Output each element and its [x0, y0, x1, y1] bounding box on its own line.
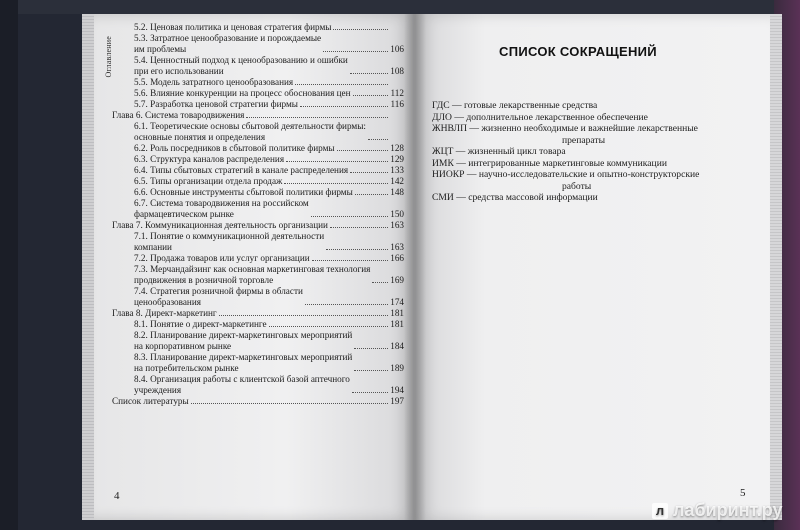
toc-entry	[112, 88, 404, 99]
toc-entry	[112, 253, 404, 264]
toc-entry-title: 6.5. Типы организации отдела продаж	[134, 176, 283, 186]
toc-entry-page: 166	[390, 253, 404, 263]
abbreviation-text: ЖЦТ — жизненный цикл товара	[432, 146, 566, 157]
abbreviation-entry	[432, 169, 752, 192]
toc-leader-dots	[246, 117, 388, 118]
toc-entry-page: 129	[390, 154, 404, 164]
toc-entry	[112, 198, 404, 220]
abbreviation-text: ИМК — интегрированные маркетинговые коммуникации	[432, 157, 667, 169]
toc-leader-dots	[305, 304, 388, 305]
toc-entry	[112, 176, 404, 187]
toc-entry-title: 6.4. Типы сбытовых стратегий в канале распределения	[134, 165, 349, 175]
toc-entry-page: 163	[390, 242, 404, 252]
toc-entry-title: Глава 8. Директ-маркетинг	[112, 308, 217, 318]
toc-leader-dots	[337, 150, 388, 151]
toc-leader-dots	[350, 73, 388, 74]
abbreviation-continuation: препараты	[562, 134, 606, 146]
toc-chapter	[112, 220, 404, 231]
toc-leader-dots	[286, 161, 388, 162]
right-page-stack	[770, 14, 782, 520]
toc-entry-title: Список литературы	[112, 396, 189, 406]
abbreviation-entry	[432, 146, 752, 158]
toc-leader-dots	[295, 84, 388, 85]
toc-entry-title: 7.4. Стратегия розничной фирмы в области ценообразования	[134, 286, 303, 307]
toc-entry-page: 133	[390, 165, 404, 175]
toc-entry	[112, 286, 404, 308]
toc-entry-page: 184	[390, 341, 404, 351]
toc-entry	[112, 143, 404, 154]
abbreviation-entry	[432, 158, 752, 170]
toc-leader-dots	[323, 51, 388, 52]
toc-entry-page: 108	[390, 66, 404, 76]
abbreviations-list	[432, 100, 752, 204]
toc-entry-title: 8.2. Планирование директ-маркетинговых мероприятий на корпоративном рынке	[134, 330, 353, 351]
toc-entry	[112, 264, 404, 286]
toc-entry	[112, 352, 404, 374]
toc-entry-page: 106	[390, 44, 404, 54]
toc-entry-page: 116	[390, 99, 404, 109]
background-top	[0, 0, 800, 14]
left-page-number: 4	[114, 490, 120, 502]
toc-entry-page: 128	[390, 143, 404, 153]
toc-entry	[112, 22, 404, 33]
toc-leader-dots	[368, 139, 388, 140]
abbreviation-text: СМИ — средства массовой информации	[432, 192, 598, 203]
abbreviations-title: СПИСОК СОКРАЩЕНИЙ	[499, 44, 657, 59]
abbreviation-text: ЖНВЛП — жизненно необходимые и важнейшие лекарственные	[432, 123, 698, 134]
toc-entry	[112, 165, 404, 176]
toc-entry-page: 169	[390, 275, 404, 285]
toc-leader-dots	[284, 183, 388, 184]
toc-entry-title: 7.2. Продажа товаров или услуг организации	[134, 253, 310, 263]
toc-entry-title: Глава 7. Коммуникационная деятельность организации	[112, 220, 328, 230]
toc-entry-title: 6.3. Структура каналов распределения	[134, 154, 285, 164]
toc-entry-page: 194	[390, 385, 404, 395]
toc-leader-dots	[372, 282, 388, 283]
toc-leader-dots	[300, 106, 388, 107]
toc-leader-dots	[354, 348, 388, 349]
toc-entry-title: 6.6. Основные инструменты сбытовой политики фирмы	[134, 187, 353, 197]
toc-leader-dots	[333, 29, 388, 30]
toc-entry	[112, 154, 404, 165]
toc-entry-page: 142	[390, 176, 404, 186]
background-left	[0, 0, 18, 530]
toc-leader-dots	[191, 403, 388, 404]
toc-leader-dots	[312, 260, 388, 261]
left-page-stack	[82, 14, 94, 520]
toc-entry-page: 189	[390, 363, 404, 373]
toc-leader-dots	[354, 370, 388, 371]
table-of-contents	[112, 22, 404, 407]
toc-entry-title: 6.7. Система товародвижения на российском фармацевтическом рынке	[134, 198, 309, 219]
right-page	[414, 14, 770, 520]
toc-leader-dots	[353, 95, 388, 96]
toc-entry	[112, 187, 404, 198]
toc-entry-title: 6.1. Теоретические основы сбытовой деятельности фирмы: основные понятия и определения	[134, 121, 366, 142]
abbreviation-text: ГДС — готовые лекарственные средства	[432, 100, 598, 111]
toc-entry	[112, 231, 404, 253]
toc-leader-dots	[352, 392, 388, 393]
abbreviation-entry	[432, 112, 752, 124]
toc-entry	[112, 77, 404, 88]
toc-entry	[112, 330, 404, 352]
toc-entry-page: 148	[390, 187, 404, 197]
toc-chapter	[112, 308, 404, 319]
toc-entry-title: 7.3. Мерчандайзинг как основная маркетинговая технология продвижения в розничной торговле	[134, 264, 371, 285]
toc-entry	[112, 55, 404, 77]
toc-entry-title: 5.2. Ценовая политика и ценовая стратегия фирмы	[134, 22, 332, 32]
toc-entry-title: 7.1. Понятие о коммуникационной деятельности компании	[134, 231, 325, 252]
toc-entry	[112, 374, 404, 396]
toc-entry-page: 163	[390, 220, 404, 230]
toc-entry-page: 174	[390, 297, 404, 307]
watermark-text: лабиринт.ру	[673, 500, 783, 520]
watermark	[652, 500, 783, 521]
right-page-number: 5	[740, 487, 746, 499]
toc-leader-dots	[311, 216, 388, 217]
abbreviation-entry	[432, 192, 752, 204]
toc-entry-title: 5.5. Модель затратного ценообразования	[134, 77, 294, 87]
abbreviation-continuation: работы	[562, 180, 592, 192]
labirint-logo-icon: л	[652, 503, 668, 519]
toc-entry-page: 112	[390, 88, 404, 98]
toc-entry-title: 5.4. Ценностный подход к ценообразованию и ошибки при его использовании	[134, 55, 348, 76]
toc-entry-title: 5.7. Разработка ценовой стратегии фирмы	[134, 99, 298, 109]
toc-entry	[112, 33, 404, 55]
toc-entry	[112, 319, 404, 330]
toc-leader-dots	[350, 172, 388, 173]
toc-leader-dots	[355, 194, 388, 195]
toc-chapter	[112, 110, 404, 121]
toc-entry-title: 6.2. Роль посредников в сбытовой политике фирмы	[134, 143, 335, 153]
abbreviation-text: ДЛО — дополнительное лекарственное обеспечение	[432, 111, 648, 123]
toc-leader-dots	[269, 326, 388, 327]
toc-entry-title: 5.6. Влияние конкуренции на процесс обоснования цен	[134, 88, 351, 98]
toc-leader-dots	[326, 249, 388, 250]
toc-entry-title: 8.1. Понятие о директ-маркетинге	[134, 319, 267, 329]
toc-entry-page: 197	[390, 396, 404, 406]
toc-entry-title: 8.4. Организация работы с клиентской базой аптечного учреждения	[134, 374, 350, 395]
running-head: Оглавление	[104, 36, 113, 78]
toc-entry-title: Глава 6. Система товародвижения	[112, 110, 245, 120]
abbreviation-entry	[432, 123, 752, 146]
toc-entry	[112, 99, 404, 110]
abbreviation-entry	[432, 100, 752, 112]
toc-entry-title: 8.3. Планирование директ-маркетинговых мероприятий на потребительском рынке	[134, 352, 353, 373]
toc-entry	[112, 121, 404, 143]
toc-chapter	[112, 396, 404, 407]
toc-entry-page: 181	[390, 308, 404, 318]
abbreviation-text: НИОКР — научно-исследовательские и опытно-конструкторские	[432, 169, 700, 180]
toc-entry-page: 150	[390, 209, 404, 219]
toc-leader-dots	[219, 315, 388, 316]
toc-entry-page: 181	[390, 319, 404, 329]
toc-leader-dots	[330, 227, 388, 228]
toc-entry-title: 5.3. Затратное ценообразование и порождаемые им проблемы	[134, 33, 322, 54]
book-gutter	[404, 14, 426, 520]
